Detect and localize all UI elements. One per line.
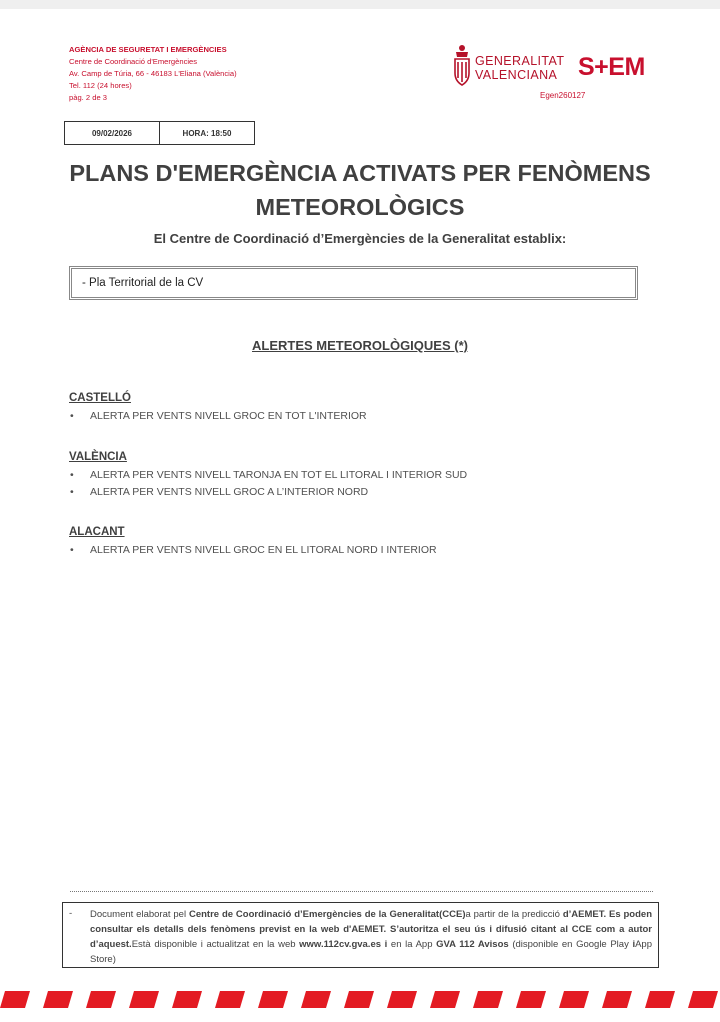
region-valencia (69, 450, 467, 501)
bullet-icon: • (70, 469, 74, 481)
footer-note (62, 902, 659, 968)
alert-item: • ALERTA PER VENTS NIVELL TARONJA EN TOT EL LITORAL I INTERIOR SUD (69, 467, 467, 484)
top-bar (0, 0, 720, 9)
org-address: Av. Camp de Túria, 66 - 46183 L'Eliana (València) (69, 69, 237, 78)
generalitat-shield-icon (452, 44, 472, 90)
alerts-heading: ALERTES METEOROLÒGIQUES (*) (252, 338, 468, 353)
page-subtitle: El Centre de Coordinació d’Emergències de la Generalitat establix: (153, 231, 567, 246)
warning-stripe-icon (0, 991, 720, 1008)
region-name: ALACANT (69, 526, 125, 538)
region-name: CASTELLÓ (69, 392, 131, 404)
generalitat-wordmark: GENERALITAT VALENCIANA (475, 54, 565, 82)
bullet-icon: • (70, 410, 74, 422)
page-info: pàg. 2 de 3 (69, 93, 108, 102)
footer-text: Document elaborat pel Centre de Coordinació d’Emergències de la Generalitat(CCE)a partir de la predicció d’AEMET. Es poden consultar els detalls dels fenòmens previst en la web d'AEMET. S’autoritza el seu ús i difusió citant al CCE com a autor d’aquest.Està disponible i actualitzat en la web www.112cv.gva.es i en la App GVA 112 Avisos (disponible en Google Play iApp Store) (90, 909, 652, 965)
footer-dash: - (69, 908, 73, 919)
time-cell: HORA: 18:50 (182, 128, 232, 138)
org-centre: Centre de Coordinació d'Emergències (69, 57, 198, 66)
alert-item: • ALERTA PER VENTS NIVELL GROC EN EL LITORAL NORD I INTERIOR (69, 542, 437, 559)
bullet-icon: • (70, 486, 74, 498)
date-cell: 09/02/2026 (65, 122, 160, 144)
date-time-box (64, 121, 255, 145)
region-castello (69, 391, 367, 425)
footer-divider (70, 891, 653, 892)
region-alacant (69, 525, 437, 559)
document-code: Egen260127 (540, 91, 586, 100)
sem-logo: S+EM (578, 53, 645, 81)
alert-item: • ALERTA PER VENTS NIVELL GROC A L’INTERIOR NORD (69, 484, 467, 501)
org-name: AGÈNCIA DE SEGURETAT I EMERGÈNCIES (69, 45, 227, 54)
organization-info (69, 44, 237, 104)
website-link[interactable]: www.112cv.gva.es i (299, 939, 388, 950)
bullet-icon: • (70, 544, 74, 556)
alert-item: • ALERTA PER VENTS NIVELL GROC EN TOT L'INTERIOR (69, 408, 367, 425)
generalitat-logo (452, 44, 565, 90)
active-plan-box (69, 266, 638, 300)
region-name: VALÈNCIA (69, 451, 127, 463)
page-title: PLANS D'EMERGÈNCIA ACTIVATS PER FENÒMENS METEOROLÒGICS (69, 160, 651, 220)
active-plan-text: - Pla Territorial de la CV (82, 277, 204, 289)
org-phone: Tel. 112 (24 hores) (69, 81, 132, 90)
